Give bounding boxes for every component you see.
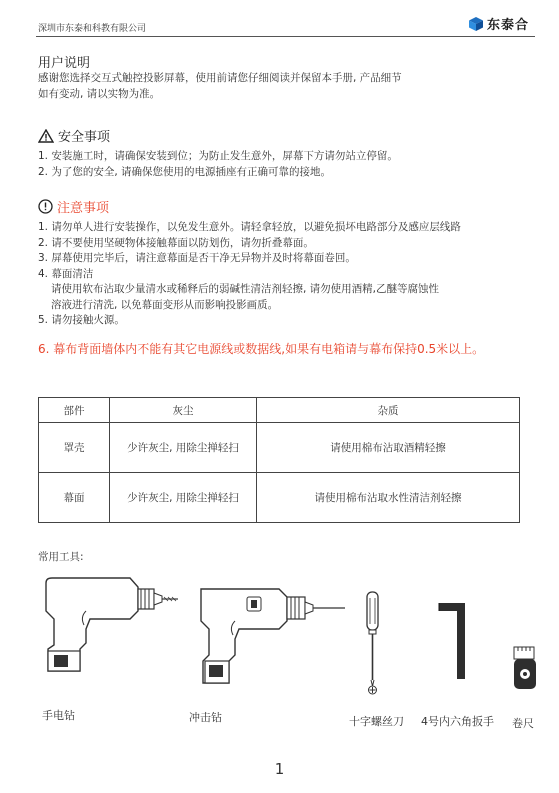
- cordless-drill-icon: [40, 575, 180, 690]
- safety-title: 安全事项: [58, 130, 111, 145]
- impact-drill-icon: [195, 583, 350, 693]
- tool-caption: 4号内六角扳手: [421, 715, 494, 728]
- tool-caption: 卷尺: [512, 717, 534, 730]
- table-cell: 少许灰尘, 用除尘掸轻扫: [110, 473, 257, 523]
- list-item: 5. 请勿接触火源。: [38, 314, 125, 326]
- hex-key-icon: [435, 597, 475, 682]
- notes-title: 注意事项: [57, 201, 110, 216]
- header-divider: [36, 36, 535, 37]
- tool-caption: 手电钻: [42, 709, 75, 722]
- list-item: 1. 安装施工时，请确保安装到位；为防止发生意外，屏幕下方请勿站立停留。: [38, 150, 398, 162]
- notes-list: [38, 220, 461, 329]
- intro-line: 感谢您选择交互式触控投影屏幕，使用前请您仔细阅读并保留本手册, 产品细节: [38, 72, 402, 84]
- table-cell: 请使用棉布沾取水性清洁剂轻擦: [257, 473, 520, 523]
- exclamation-circle-icon: [38, 199, 53, 214]
- list-item: 4. 幕面清洁: [38, 267, 94, 280]
- safety-heading: [38, 126, 110, 145]
- table-cell: 少许灰尘, 用除尘掸轻扫: [110, 423, 257, 473]
- list-item: 2. 请不要使用坚硬物体接触幕面以防划伤，请勿折叠幕面。: [38, 236, 314, 249]
- table-header: 灰尘: [110, 398, 257, 423]
- warning-triangle-icon: [38, 129, 54, 143]
- page-number: 1: [274, 760, 285, 778]
- intro-line: 如有变动, 请以实物为准。: [38, 88, 161, 100]
- table-row: [39, 473, 520, 523]
- screwdriver-icon: [360, 590, 385, 700]
- tool-caption: 十字螺丝刀: [349, 715, 404, 728]
- notes-heading: [38, 197, 109, 216]
- table-cell: 请使用棉布沾取酒精轻擦: [257, 423, 520, 473]
- list-item: 溶液进行清洗, 以免幕面变形从而影响投影画质。: [51, 298, 279, 311]
- intro-title: 用户说明: [38, 56, 91, 71]
- company-name: 深圳市东泰和科教有限公司: [38, 24, 147, 34]
- list-item: 请使用软布沾取少量清水或稀释后的弱碱性清洁剂轻擦, 请勿使用酒精,乙醚等腐蚀性: [51, 283, 440, 295]
- list-item: 2. 为了您的安全, 请确保您使用的电源插座有正确可靠的接地。: [38, 165, 332, 178]
- table-row: [39, 423, 520, 473]
- tools-label: 常用工具:: [38, 551, 84, 563]
- warning-line: 6. 幕布背面墙体内不能有其它电源线或数据线,如果有电箱请与幕布保持0.5米以上。: [38, 342, 485, 356]
- table-header: 部件: [39, 398, 110, 423]
- safety-list: [38, 149, 398, 180]
- logo-text: 东泰合: [486, 18, 529, 33]
- list-item: 1. 请勿单人进行安装操作，以免发生意外。请轻拿轻放，以避免损坏电路部分及感应层线路: [38, 221, 461, 233]
- list-item: 3. 屏幕使用完毕后，请注意幕面是否干净无异物并及时将幕面卷回。: [38, 252, 356, 264]
- cleaning-table: [38, 397, 520, 523]
- tape-measure-icon: [512, 645, 538, 691]
- table-header-row: [39, 398, 520, 423]
- table-header: 杂质: [257, 398, 520, 423]
- table-cell: 幕面: [39, 473, 110, 523]
- brand-logo: [468, 14, 529, 33]
- tool-caption: 冲击钻: [189, 711, 222, 724]
- intro-paragraph: [38, 70, 402, 102]
- table-cell: 罩壳: [39, 423, 110, 473]
- cube-logo-icon: [468, 16, 484, 32]
